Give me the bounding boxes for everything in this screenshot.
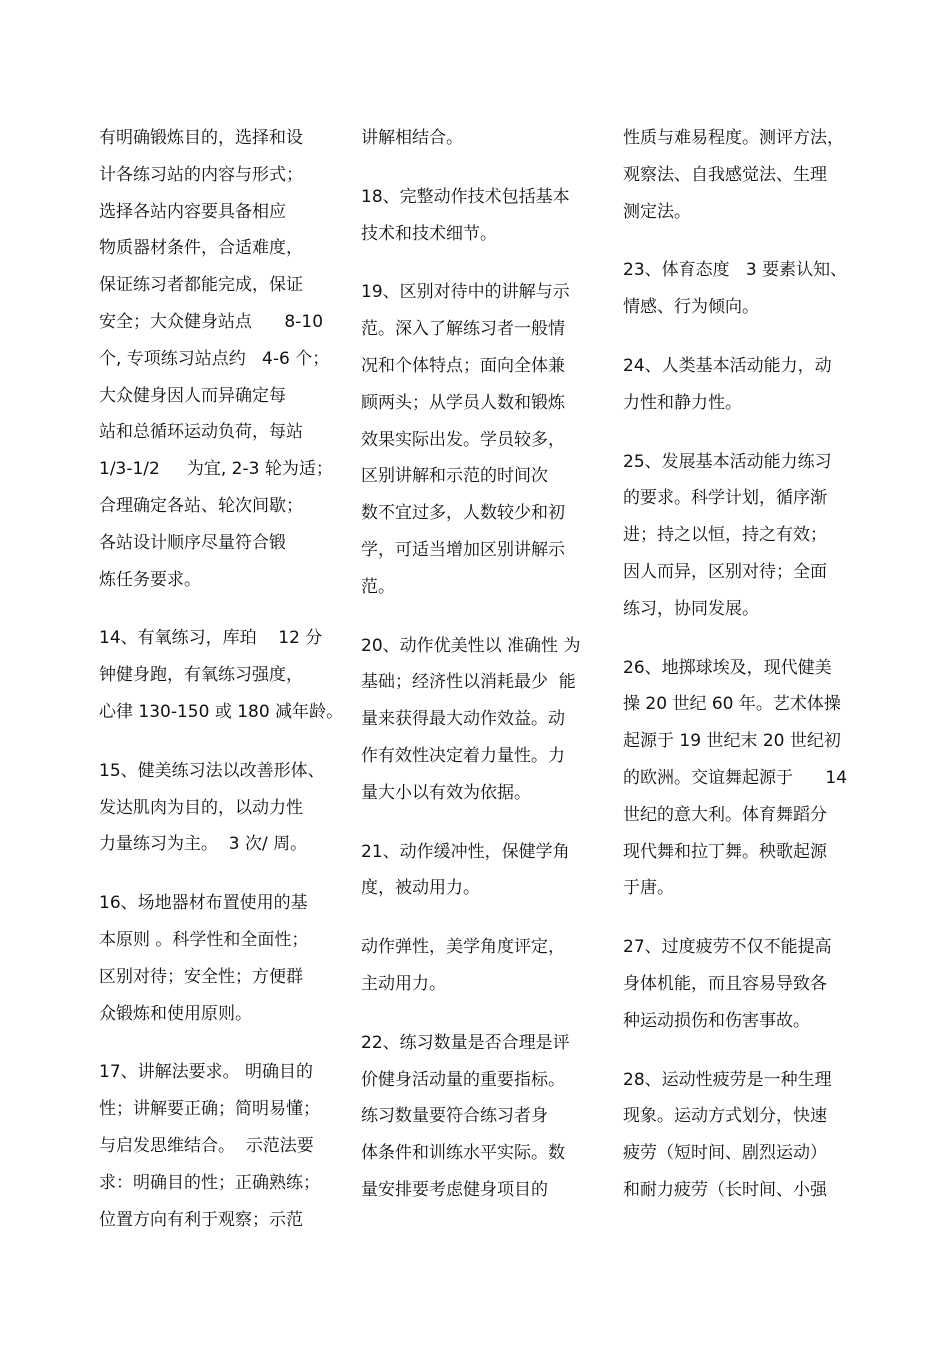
text-line: 28、运动性疲劳是一种生理 [623, 1069, 832, 1090]
text-line: 位置方向有利于观察；示范 [99, 1209, 303, 1230]
text-line: 基础；经济性以消耗最少 能 [361, 672, 576, 693]
text-column-1 [99, 120, 343, 1238]
text-line: 与启发思维结合。 示范法要 [99, 1135, 314, 1156]
text-line: 力量练习为主。 3 次/ 周。 [99, 834, 308, 855]
text-line: 个, 专项练习站点约 4-6 个； [99, 348, 330, 369]
text-line: 进；持之以恒，持之有效； [623, 525, 827, 546]
text-line: 选择各站内容要具备相应 [99, 201, 286, 222]
text-line: 顾两头；从学员人数和锻炼 [361, 392, 565, 413]
text-line: 练习数量要符合练习者身 [361, 1106, 548, 1127]
text-line: 现代舞和拉丁舞。秧歌起源 [623, 841, 827, 862]
text-line: 25、发展基本活动能力练习 [623, 451, 832, 472]
text-line: 因人而异，区别对待；全面 [623, 561, 827, 582]
text-line: 14、有氧练习，库珀 12 分 [99, 628, 323, 649]
text-line: 站和总循环运动负荷，每站 [99, 422, 303, 443]
text-line: 26、地掷球埃及，现代健美 [623, 657, 832, 678]
text-line: 众锻炼和使用原则。 [99, 1003, 252, 1024]
text-line: 炼任务要求。 [99, 569, 201, 590]
text-line: 情感、行为倾向。 [623, 297, 759, 318]
text-column-3 [623, 120, 847, 1209]
text-line: 计各练习站的内容与形式； [99, 164, 303, 185]
text-line: 合理确定各站、轮次间歇； [99, 495, 303, 516]
text-line: 物质器材条件，合适难度， [99, 238, 303, 259]
text-line: 21、动作缓冲性，保健学角 [361, 841, 570, 862]
text-line: 心律 130-150 或 180 减年龄。 [99, 701, 344, 722]
text-line: 本原则 。科学性和全面性； [99, 929, 309, 950]
text-column-2 [361, 120, 580, 1209]
text-line: 力性和静力性。 [623, 392, 742, 413]
text-line: 18、完整动作技术包括基本 [361, 186, 570, 207]
text-line: 范。 [361, 576, 395, 597]
text-line: 1/3-1/2 为宜, 2-3 轮为适； [99, 459, 333, 480]
text-line: 世纪的意大利。体育舞蹈分 [623, 804, 827, 825]
text-line: 况和个体特点；面向全体兼 [361, 355, 565, 376]
text-line: 度，被动用力。 [361, 878, 480, 899]
text-line: 大众健身因人而异确定每 [99, 385, 286, 406]
text-line: 量来获得最大动作效益。动 [361, 709, 565, 730]
text-line: 数不宜过多，人数较少和初 [361, 503, 565, 524]
text-line: 量大小以有效为依据。 [361, 782, 531, 803]
text-line: 15、健美练习法以改善形体、 [99, 760, 325, 781]
text-line: 安全；大众健身站点 8-10 [99, 311, 324, 332]
text-line: 练习，协同发展。 [623, 598, 759, 619]
text-line: 的要求。科学计划，循序渐 [623, 488, 827, 509]
text-line: 区别对待；安全性；方便群 [99, 966, 303, 987]
text-line: 钟健身跑，有氧练习强度， [99, 665, 303, 686]
text-line: 量安排要考虑健身项目的 [361, 1179, 548, 1200]
text-line: 观察法、自我感觉法、生理 [623, 164, 827, 185]
text-line: 体条件和训练水平实际。数 [361, 1143, 565, 1164]
text-line: 发达肌肉为目的，以动力性 [99, 797, 303, 818]
text-line: 测定法。 [623, 201, 691, 222]
text-line: 种运动损伤和伤害事故。 [623, 1010, 810, 1031]
text-line: 各站设计顺序尽量符合锻 [99, 532, 286, 553]
text-line: 身体机能，而且容易导致各 [623, 973, 827, 994]
text-line: 讲解相结合。 [361, 128, 463, 148]
text-line: 范。深入了解练习者一般情 [361, 319, 565, 340]
text-line: 区别讲解和示范的时间次 [361, 466, 548, 487]
text-line: 求：明确目的性；正确熟练； [99, 1172, 320, 1193]
text-line: 16、场地器材布置使用的基 [99, 893, 308, 914]
text-line: 作有效性决定着力量性。力 [361, 745, 565, 766]
text-line: 疲劳（短时间、剧烈运动） [623, 1143, 827, 1164]
text-line: 现象。运动方式划分，快速 [623, 1106, 827, 1127]
text-line: 操 20 世纪 60 年。艺术体操 [623, 694, 841, 715]
text-line: 起源于 19 世纪末 20 世纪初 [623, 731, 841, 752]
text-line: 的欧洲。交谊舞起源于 14 [623, 767, 848, 788]
text-line: 性质与难易程度。测评方法， [623, 128, 844, 148]
text-line: 27、过度疲劳不仅不能提高 [623, 937, 832, 958]
text-line: 23、体育态度 3 要素认知、 [623, 260, 848, 281]
text-line: 保证练习者都能完成，保证 [99, 275, 303, 296]
text-line: 24、人类基本活动能力，动 [623, 355, 832, 376]
text-line: 于唐。 [623, 878, 674, 899]
text-line: 效果实际出发。学员较多， [361, 429, 565, 450]
text-line: 动作弹性，美学角度评定， [361, 937, 565, 958]
text-line: 价健身活动量的重要指标。 [361, 1069, 565, 1090]
text-line: 20、动作优美性以 准确性 为 [361, 635, 581, 656]
text-line: 有明确锻炼目的，选择和设 [99, 128, 303, 148]
text-line: 19、区别对待中的讲解与示 [361, 282, 570, 303]
text-line: 和耐力疲劳（长时间、小强 [623, 1179, 827, 1200]
text-line: 17、讲解法要求。 明确目的 [99, 1062, 314, 1083]
text-line: 主动用力。 [361, 973, 446, 994]
text-line: 性；讲解要正确；简明易懂； [99, 1099, 320, 1120]
text-line: 技术和技术细节。 [361, 223, 497, 244]
text-line: 22、练习数量是否合理是评 [361, 1032, 570, 1053]
text-line: 学，可适当增加区别讲解示 [361, 539, 565, 560]
